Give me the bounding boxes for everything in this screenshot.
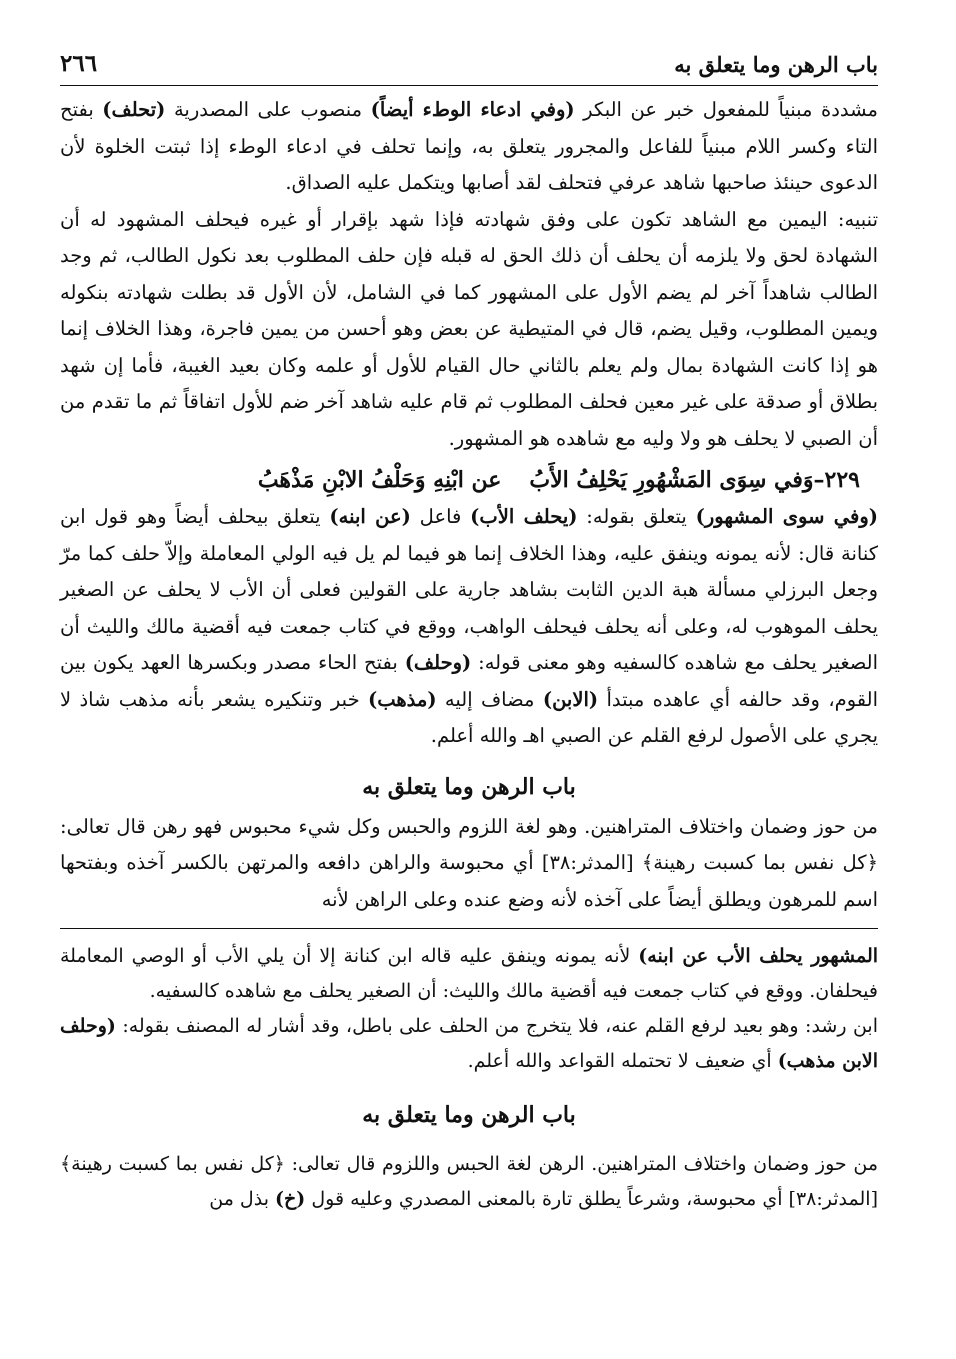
text-run: بفتح التاء وكسر اللام مبنياً للفاعل والمجرور يتعلق به، وإنما تحلف في ادعاء الوطء إذا ثبتت الخلوة لأن الدعوى حينئذ صاحبها شاهد عرفي فتحلف لقد أصابها ويتكمل عليه الصداق. — [60, 98, 878, 194]
page-header — [60, 30, 878, 86]
text-run: أي ضعيف لا تحتمله القواعد والله أعلم. — [467, 1050, 778, 1072]
paragraph-1 — [60, 92, 878, 202]
text-run: من حوز وضمان واختلاف المتراهنين. الرهن لغة الحبس واللزوم قال تعالى: ﴿كل نفس بما كسبت رهينة﴾ [المدثر:٣٨] أي محبوسة، وشرعاً يطلق تارة بالمعنى المصدري وعليه قول — [60, 1153, 878, 1210]
bold-term: (وفي سوى المشهور) — [695, 505, 879, 528]
footnote-paragraph-1 — [60, 939, 878, 1009]
running-head: باب الرهن وما يتعلق به — [674, 52, 878, 77]
text-run: منصوب على المصدرية — [165, 98, 371, 121]
footnote-paragraph-2 — [60, 1009, 878, 1079]
text-run: بذل من — [209, 1188, 276, 1210]
page-number: ٢٦٦ — [60, 50, 98, 77]
bold-term: (يحلف الأب) — [470, 505, 578, 528]
text-run: ابن رشد: وهو بعيد لرفع القلم عنه، فلا يتخرج من الحلف على باطل، وقد أشار له المصنف بقوله: — [115, 1015, 878, 1037]
paragraph-3-commentary — [60, 499, 878, 755]
bold-term: (خ) — [275, 1188, 306, 1210]
bold-term: (تحلف) — [102, 98, 166, 121]
footnote-divider — [60, 928, 878, 929]
footnotes — [60, 939, 878, 1217]
paragraph-2-note: تنبيه: اليمين مع الشاهد تكون على وفق شهادته فإذا شهد بإقرار أو غيره فيحلف المشهود له أن الشهادة لحق ولا يلزمه أن يحلف أن ذلك الحق له قبله فإن حلف المطلوب بعد نكول الطالب، ثم وجد الطالب شاهداً آخر لم يضم الأول على المشهور كما في الشامل، لأن الأول قد بطلت شهادته بنكوله ويمين المطلوب، وقيل يضم، قال في المتيطية عن بعض وهو أحسن من يمين فاجرة، وهذا الخلاف إنما هو إذا كانت الشهادة بمال ولم يعلم بالثاني حال القيام للأول أو علمه وكان بعيد الغيبة، فأما إن شهد بطلاق أو صدقة على غير معين فحلف المطلوب ثم قام عليه شاهد آخر ضم للأول اتفاقاً ثم ما تقدم من أن الصبي لا يحلف هو ولا وليه مع شاهده هو المشهور. — [60, 207, 878, 450]
verse-number: ٢٢٩ — [824, 467, 860, 493]
bold-term: المشهور يحلف الأب عن ابنه) — [638, 945, 879, 967]
text-run: بفتح الحاء مصدر وبكسرها العهد يكون بين القوم، وقد حالفه أي عاهده مبتدأ — [60, 651, 878, 711]
bold-term: (عن ابنه) — [329, 505, 411, 528]
footnote-chapter-heading: باب الرهن وما يتعلق به — [362, 1102, 576, 1128]
bold-term: (الابن) — [542, 687, 599, 711]
text-run: يتعلق بيحلف أيضاً وهو قول ابن كنانة قال: لأنه يمونه وينفق عليه، وهذا الخلاف إنما هو فيما لم يل فيه الولي المعاملة وإلاّ حلف كما مرّ وجعل البرزلي مسألة هبة الدين الثابت بشاهد جارية على القولين فعلى أن الأب لا يحلف عن الصغير يحلف الموهوب له، وعلى أنه يحلف فيحلف الواهب، ووقع في كتاب جمعت فيه أقضية مالك والليث أن الصغير يحلف مع شاهده كالسفيه وهو معنى قوله: — [60, 505, 878, 674]
bold-term: (وفي ادعاء الوطء أيضاً) — [370, 98, 575, 121]
text-run: لأنه يمونه وينفق عليه قاله ابن كنانة إلا أن يلي الأب أو الوصي المعاملة فيحلفان. ووقع في كتاب جمعت فيه أقضية مالك والليث: أن الصغير يحلف مع شاهده كالسفيه. — [60, 945, 878, 1002]
text-run: مضاف إليه — [436, 687, 543, 711]
verse-hemistich-2: عن ابْنِهِ وَحَلْفُ الابْنِ مَذْهَبُ — [257, 467, 502, 493]
text-run: يتعلق بقوله: — [577, 505, 696, 528]
footnote-paragraph-3 — [60, 1147, 878, 1217]
chapter-heading: باب الرهن وما يتعلق به — [362, 773, 576, 800]
bold-term: (مذهب) — [367, 687, 437, 711]
main-text — [60, 92, 878, 918]
bold-term: (وحلف الابن مذهب) — [60, 1015, 878, 1072]
verse-line: ٢٢٩–وَفي سِوَى المَشْهُورِ يَحْلِفُ الأَبُعن ابْنِهِ وَحَلْفُ الابْنِ مَذْهَبُ — [257, 467, 860, 493]
text-run: خبر وتنكيره يشعر بأنه مذهب شاذ لا يجري على الأصول لرفع القلم عن الصبي اهـ والله أعلم. — [60, 687, 878, 747]
verse-hemistich-1: وَفي سِوَى المَشْهُورِ يَحْلِفُ الأَبُ — [529, 467, 814, 493]
text-run: فاعل — [410, 505, 471, 528]
paragraph-4: من حوز وضمان واختلاف المتراهنين. وهو لغة اللزوم والحبس وكل شيء محبوس فهو رهن قال تعالى: ﴿كل نفس بما كسبت رهينة﴾ [المدثر:٣٨] أي محبوسة والراهن دافعه والمرتهن بالكسر آخذه وبفتحها اسم للمرهون ويطلق أيضاً على آخذه لأنه وضع عنده وعلى الراهن لأنه — [60, 814, 878, 911]
text-run: مشددة مبنياً للمفعول خبر عن البكر — [574, 98, 878, 121]
bold-term: (وحلف) — [404, 651, 472, 674]
